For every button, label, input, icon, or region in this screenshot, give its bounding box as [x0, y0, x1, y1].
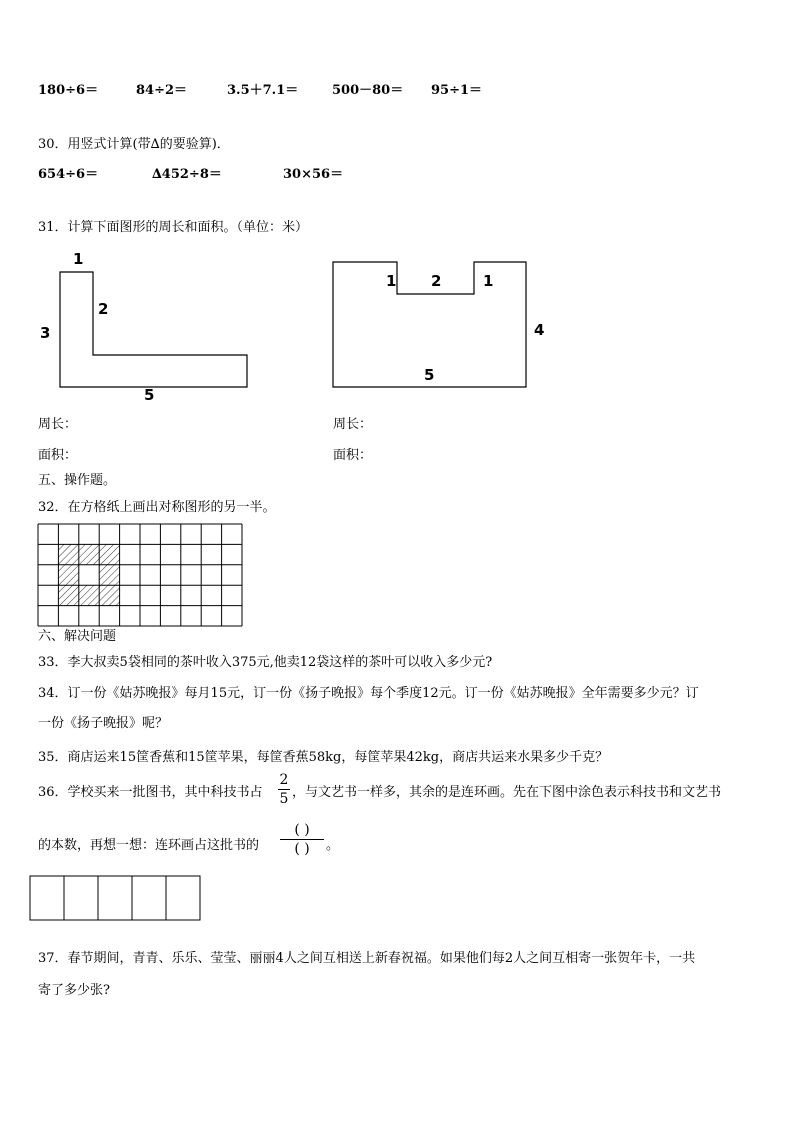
fraction-two-fifths: [278, 772, 290, 807]
blank-numerator[interactable]: ( ): [294, 822, 310, 838]
question-37-line1: 37．春节期间，青青、乐乐、莹莹、丽丽4人之间互相送上新春祝福。如果他们每2人之间互相寄一张贺年卡，一共: [38, 951, 696, 966]
question-36-line2b: 。: [326, 838, 340, 853]
question-36-line1b: ，与文艺书一样多，其余的是连环画。先在下图中涂色表示科技书和文艺书: [292, 785, 722, 800]
area-label: 面积：: [38, 448, 78, 463]
hatched-cell: [99, 544, 119, 564]
answer-fraction-blank[interactable]: [280, 822, 324, 857]
dimension-label: 4: [534, 321, 545, 339]
area-label: 面积：: [333, 448, 373, 463]
hatched-cell: [58, 544, 78, 564]
hatched-cell: [58, 585, 78, 605]
perimeter-label: 周长：: [333, 417, 373, 432]
question-34-line1: 34．订一份《姑苏晚报》每月15元，订一份《扬子晚报》每个季度12元。订一份《姑苏晚报》全年需要多少元？订: [38, 686, 699, 701]
fraction-denominator: 5: [279, 791, 289, 807]
question-36-line1a: 36．学校买来一批图书，其中科技书占: [38, 785, 263, 800]
calc-item: 500－80＝: [332, 83, 404, 98]
l-shape-figure: [60, 272, 247, 387]
question-35: 35．商店运来15筐香蕉和15筐苹果，每筐香蕉58kg，每筐苹果42kg，商店共运来水果多少千克？: [38, 750, 609, 765]
question-32-title: 32．在方格纸上画出对称图形的另一半。: [38, 500, 276, 515]
section-6-heading: 六、解决问题: [38, 629, 117, 644]
question-33: 33．李大叔卖5袋相同的茶叶收入375元,他卖12袋这样的茶叶可以收入多少元?: [38, 655, 493, 670]
question-30-title: 30．用竖式计算(带∆的要验算)．: [38, 137, 230, 152]
calc-item: ∆452÷8＝: [152, 167, 222, 182]
dimension-label: 5: [424, 366, 435, 384]
grid-paper[interactable]: [38, 524, 242, 626]
hatched-cell: [79, 585, 99, 605]
dimension-label: 1: [483, 272, 494, 290]
question-34-line2: 一份《扬子晚报》呢？: [38, 716, 169, 731]
calc-item: 180÷6＝: [38, 83, 99, 98]
dimension-label: 1: [386, 272, 397, 290]
calc-item: 3.5＋7.1＝: [227, 83, 299, 98]
calc-item: 30×56＝: [283, 167, 344, 182]
dimension-label: 5: [144, 386, 155, 404]
calc-item: 84÷2＝: [136, 83, 188, 98]
calc-item: 95÷1＝: [431, 83, 483, 98]
hatched-cell: [79, 544, 99, 564]
section-5-heading: 五、操作题。: [38, 473, 117, 488]
hatched-cell: [58, 565, 78, 585]
hatched-cell: [99, 585, 119, 605]
calc-item: 654÷6＝: [38, 167, 99, 182]
dimension-label: 3: [40, 324, 51, 342]
dimension-label: 2: [98, 300, 109, 318]
perimeter-label: 周长：: [38, 417, 78, 432]
hatched-cell: [99, 565, 119, 585]
question-31-title: 31．计算下面图形的周长和面积。（单位：米）: [38, 220, 309, 235]
dimension-label: 2: [431, 272, 442, 290]
blank-denominator[interactable]: ( ): [294, 841, 310, 857]
book-boxes[interactable]: [30, 876, 200, 920]
dimension-label: 1: [73, 250, 84, 268]
fraction-numerator: 2: [279, 772, 289, 788]
question-36-line2a: 的本数，再想一想：连环画占这批书的: [38, 838, 260, 853]
question-37-line2: 寄了多少张?: [38, 983, 110, 998]
